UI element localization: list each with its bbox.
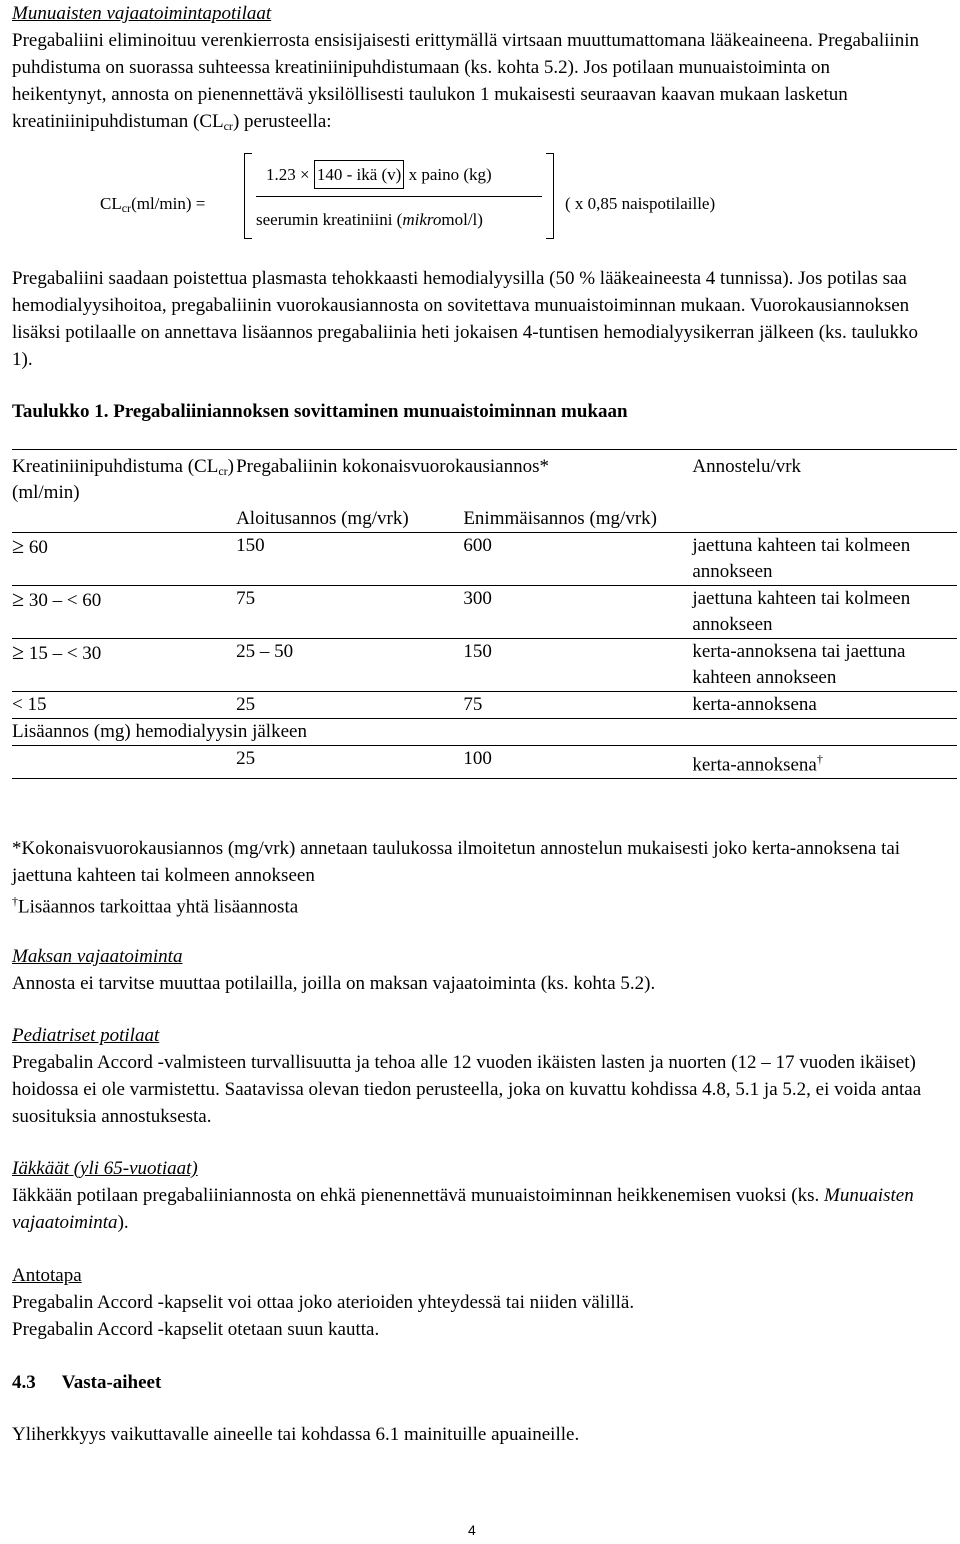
elderly-text: Iäkkään potilaan pregabaliiniannosta on ehkä pienennettävä munuaistoiminnan heikkenemisen vuoksi (ks. Munuaisten vajaatoiminta). <box>12 1185 914 1233</box>
header-total-dose: Pregabaliinin kokonaisvuorokausiannos* <box>236 450 692 481</box>
table-row-dialysis-label: Lisäannos (mg) hemodialyysin jälkeen <box>12 719 957 746</box>
table-header-row <box>12 450 957 481</box>
dagger-mark: † <box>816 752 823 766</box>
header-dosing: Annostelu/vrk <box>692 450 957 481</box>
formula-right-bracket <box>546 153 554 239</box>
dose-table <box>12 449 957 779</box>
table-row: ≥ 15 – < 30 25 – 50 150 kerta-annoksena tai jaettuna kahteen annokseen <box>12 639 957 692</box>
liver-text: Annosta ei tarvitse muuttaa potilailla, joilla on maksan vajaatoiminta (ks. kohta 5.2). <box>12 973 656 994</box>
header-crcl: Kreatiniinipuhdistuma $(CL_{cr})$ (ml/min) <box>12 450 236 533</box>
formula-lhs: $CL_{cr}(ml/\min)$ = <box>100 194 206 215</box>
liver-heading: Maksan vajaatoiminta <box>12 946 183 967</box>
contraindications-text: Yliherkkyys vaikuttavalle aineelle tai kohdassa 6.1 mainituille apuaineille. <box>12 1424 580 1445</box>
footnote-extra-dose: †Lisäannos tarkoittaa yhtä lisäannosta <box>12 894 299 918</box>
table-title: Taulukko 1. Pregabaliiniannoksen sovittaminen munuaistoiminnan mukaan <box>12 401 628 422</box>
table-row: < 15 25 75 kerta-annoksena <box>12 692 957 719</box>
dialysis-paragraph: Pregabaliini saadaan poistettua plasmasta tehokkaasti hemodialyysilla (50 % lääkeaineesta 4 tunnissa). Jos potilas saa hemodialyysihoitoa, pregabaliinin vuorokausiannosta on sovitettava munuaistoiminnan mukaan. Vuorokausiannoksen lisäksi potilaalle on annettava lisäannos pregabaliinia heti jokaisen 4-tuntisen hemodialyysikerran jälkeen (ks. taulukko 1). <box>12 268 918 370</box>
formula-numerator: 1.23 × 140 - ikä (v) x paino (kg) <box>266 160 492 189</box>
ge-symbol: ≥ <box>12 639 25 664</box>
dagger-mark: † <box>12 894 18 908</box>
pediatrics-text: Pregabalin Accord -valmisteen turvallisuutta ja tehoa alle 12 vuoden ikäisten lasten ja nuorten (12 – 17 vuoden ikäiset) hoidossa ei ole varmistettu. Saatavissa olevan tiedon perusteella, joka on kuvattu kohdissa 4.8, 5.1 ja 5.2, ei voida antaa suosituksia annostuksesta. <box>12 1052 922 1127</box>
table-row: ≥ 60 150 600 jaettuna kahteen tai kolmeen annokseen <box>12 533 957 586</box>
ge-symbol: ≥ <box>12 586 25 611</box>
renal-paragraph: Pregabaliini eliminoituu verenkierrosta ensisijaisesti erittymällä virtsaan muuttumattomana lääkeaineena. Pregabaliinin puhdistuma on suorassa suhteessa kreatiniinipuhdistumaan (ks. kohta 5.2). Jos potilaan munuaistoiminta on heikentynyt, annosta on pienennettävä yksilöllisesti taulukon 1 mukaisesti seuraavan kaavan mukaan lasketun kreatiniinipuhdistuman $(CL_{cr})$ perusteella: <box>12 30 919 133</box>
formula-female-factor: ( x 0,85 naispotilaille) <box>565 194 716 213</box>
header-start-dose: Aloitusannos (mg/vrk) <box>236 508 409 529</box>
formula-left-bracket <box>244 153 252 239</box>
page-number: 4 <box>468 1522 476 1538</box>
contraindications-heading: 4.3 Vasta-aiheet <box>12 1372 162 1393</box>
administration-heading: Antotapa <box>12 1265 82 1286</box>
table-row-dialysis: 25 100 kerta-annoksena† <box>12 746 957 779</box>
administration-line-1: Pregabalin Accord -kapselit voi ottaa joko aterioiden yhteydessä tai niiden välillä. <box>12 1292 635 1313</box>
footnote-total-dose: *Kokonaisvuorokausiannos (mg/vrk) annetaan taulukossa ilmoitetun annostelun mukaisesti joko kerta-annoksena tai jaettuna kahteen tai kolmeen annokseen <box>12 838 901 886</box>
administration-line-2: Pregabalin Accord -kapselit otetaan suun kautta. <box>12 1319 380 1340</box>
table-row: ≥ 30 – < 60 75 300 jaettuna kahteen tai kolmeen annokseen <box>12 586 957 639</box>
formula-denominator: seerumin kreatiniini (mikromol/l) <box>256 210 483 229</box>
pediatrics-heading: Pediatriset potilaat <box>12 1025 160 1046</box>
renal-heading: Munuaisten vajaatoimintapotilaat <box>12 3 272 24</box>
header-max-dose: Enimmäisannos (mg/vrk) <box>463 508 657 529</box>
creatinine-clearance-formula <box>12 150 942 262</box>
formula-fraction-line <box>256 196 542 197</box>
ge-symbol: ≥ <box>12 533 25 558</box>
elderly-heading: Iäkkäät (yli 65-vuotiaat) <box>12 1158 198 1179</box>
